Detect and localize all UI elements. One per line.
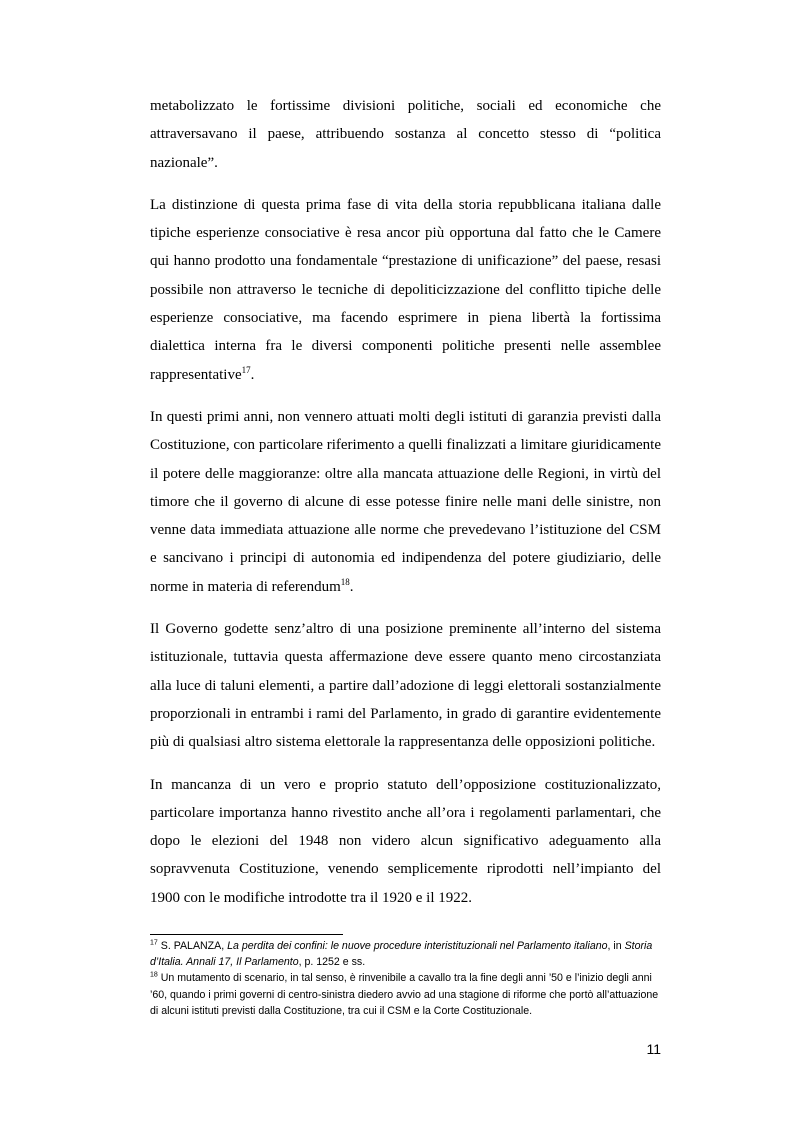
- paragraph-4: Il Governo godette senz’altro di una posizione preminente all’interno del sistema istituzionale, tuttavia questa affermazione deve essere quanto meno circostanziata alla luce di taluni elementi, a partire dall’adozione di leggi elettorali sostanzialmente proporzionali in entrambi i rami del Parlamento, in grado di garantire evidentemente più di qualsiasi altro sistema elettorale la rappresentanza delle opposizioni politiche.: [150, 621, 661, 751]
- footnote-17-number: 17: [150, 939, 158, 947]
- footnote-18-text: Un mutamento di scenario, in tal senso, è rinvenibile a cavallo tra la fine degli anni ’50 e l’inizio degli anni ’60, quando i primi governi di centro-sinistra diedero avvio ad una stagione di riforme che portò all’attuazione di alcuni istituti previsti dalla Costituzione, tra cui il CSM e la Corte Costituzionale.: [150, 972, 659, 1017]
- page-number: 11: [646, 1041, 661, 1057]
- paragraph-3-text: In questi primi anni, non vennero attuati molti degli istituti di garanzia previsti dalla Costituzione, con particolare riferimento a quelli finalizzati a limitare giuridicamente il potere delle maggioranze: oltre alla mancata attuazione delle Regioni, in virtù del timore che il governo di alcune di esse potesse finire nelle mani delle sinistre, non venne data immediata attuazione alle norme che prevedevano l’istituzione del CSM e sancivano i principi di autonomia ed indipendenza del potere giudiziario, delle norme in materia di referendum: [150, 408, 661, 595]
- footnote-17-mid: , in: [607, 940, 625, 952]
- footnote-17-title: La perdita dei confini: le nuove procedure interistituzionali nel Parlamento italiano: [227, 940, 608, 952]
- footnote-18-number: 18: [150, 971, 158, 979]
- paragraph-1: metabolizzato le fortissime divisioni politiche, sociali ed economiche che attraversavano il paese, attribuendo sostanza al concetto stesso di “politica nazionale”.: [150, 98, 661, 171]
- footnote-17-series: Storia d’Italia. Annali 17, Il Parlamento: [150, 940, 653, 969]
- footnote-17: [150, 938, 661, 970]
- paragraph-2: La distinzione di questa prima fase di vita della storia repubblicana italiana dalle tipiche esperienze consociative è resa ancor più opportuna dal fatto che le Camere qui hanno prodotto una fondamentale “prestazione di unificazione” del paese, resasi possibile non attraverso le tecniche di depoliticizzazione del conflitto tipiche delle esperienze consociative, ma facendo esprimere in piena libertà la fortissima dialettica interna fra le diversi componenti politiche presenti nelle assemblee rappresentative$^{17}$.: [150, 196, 661, 383]
- body-text: [150, 92, 661, 926]
- footnotes: [150, 938, 661, 1019]
- footnote-ref-17[interactable]: 17: [241, 364, 251, 375]
- footnote-separator: [150, 934, 343, 935]
- paragraph-3: In questi primi anni, non vennero attuati molti degli istituti di garanzia previsti dalla Costituzione, con particolare riferimento a quelli finalizzati a limitare giuridicamente il potere delle maggioranze: oltre alla mancata attuazione delle Regioni, in virtù del timore che il governo di alcune di esse potesse finire nelle mani delle sinistre, non venne data immediata attuazione alle norme che prevedevano l’istituzione del CSM e sancivano i principi di autonomia ed indipendenza del potere giudiziario, delle norme in materia di referendum$^{18}$.: [150, 408, 661, 595]
- footnote-17-tail: , p. 1252 e ss.: [298, 956, 366, 969]
- footnote-17-author: S. PALANZA,: [160, 940, 228, 952]
- paragraph-2-text: La distinzione di questa prima fase di vita della storia repubblicana italiana dalle tipiche esperienze consociative è resa ancor più opportuna dal fatto che le Camere qui hanno prodotto una fondamentale “prestazione di unificazione” del paese, resasi possibile non attraverso le tecniche di depoliticizzazione del conflitto tipiche delle esperienze consociative, ma facendo esprimere in piena libertà la fortissima dialettica interna fra le diversi componenti politiche presenti nelle assemblee rappresentative: [150, 196, 661, 383]
- paragraph-5: In mancanza di un vero e proprio statuto dell’opposizione costituzionalizzato, particolare importanza hanno rivestito anche all’ora i regolamenti parlamentari, che dopo le elezioni del 1948 non videro alcun significativo adeguamento alla sopravvenuta Costituzione, venendo semplicemente riprodotti nell’impianto del 1900 con le modifiche introdotte tra il 1920 e il 1922.: [150, 776, 661, 906]
- footnote-18: [150, 970, 661, 1019]
- footnote-ref-18[interactable]: 18: [340, 576, 350, 587]
